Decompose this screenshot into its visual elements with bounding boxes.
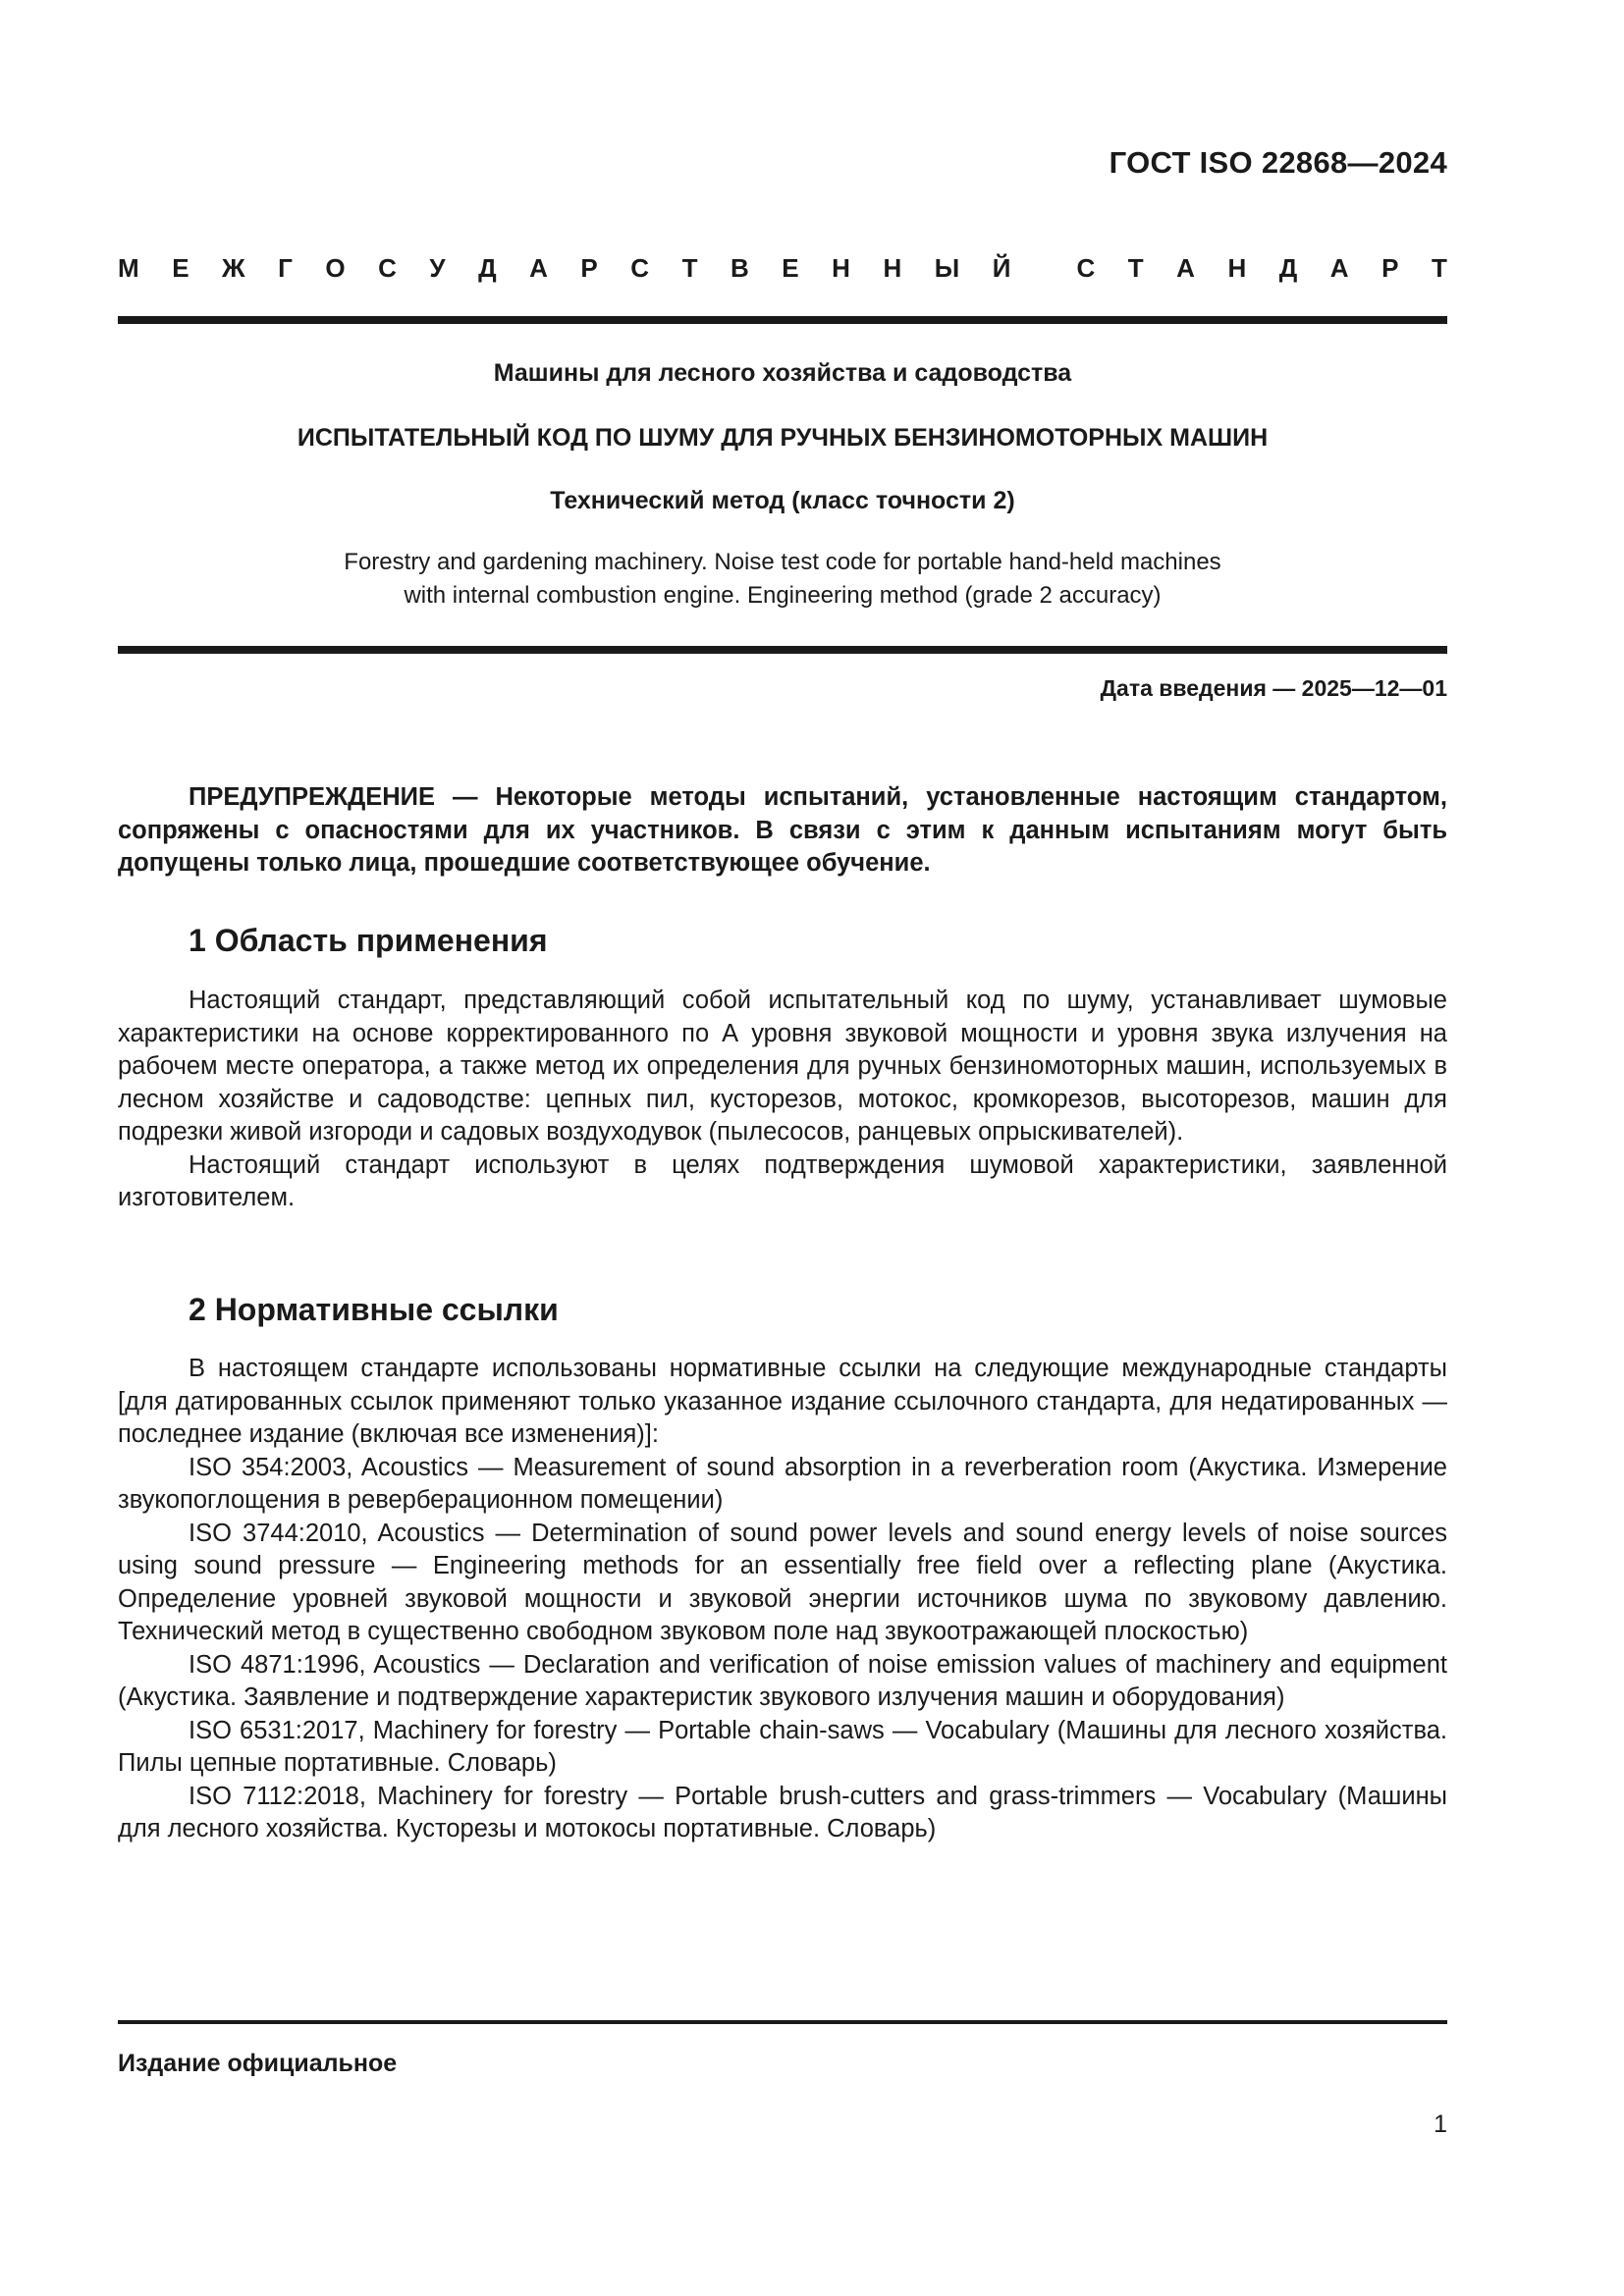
banner-letter: Ж (222, 253, 245, 283)
standard-banner (118, 253, 1447, 284)
banner-letter: С (630, 253, 650, 283)
banner-letter: А (1329, 253, 1349, 283)
title-rule (118, 646, 1447, 654)
banner-letter: Т (1431, 253, 1447, 283)
title-line-2: ИСПЫТАТЕЛЬНЫЙ КОД ПО ШУМУ ДЛЯ РУЧНЫХ БЕНЗИНОМОТОРНЫХ МАШИН (297, 424, 1269, 452)
banner-letter: Р (580, 253, 598, 283)
section-2-body (118, 1353, 1447, 1846)
banner-letter: Р (1381, 253, 1399, 283)
banner-letter: А (529, 253, 548, 283)
banner-letter: Н (832, 253, 850, 283)
banner-letter: Т (1127, 253, 1144, 283)
banner-letter: Д (478, 253, 497, 283)
section-1-paragraph-2: Настоящий стандарт используют в целях подтверждения шумовой характеристики, заявленной изготовителем. (118, 1150, 1447, 1211)
page-number: 1 (1434, 2110, 1447, 2138)
banner-letter: Й (992, 253, 1011, 283)
section-1-body (118, 985, 1447, 1215)
banner-letter: Е (782, 253, 799, 283)
banner-letter: Г (278, 253, 293, 283)
banner-letter: Ы (934, 253, 960, 283)
section-1-heading: 1 Область применения (189, 923, 548, 958)
footer-rule (118, 2020, 1447, 2024)
banner-letter: О (325, 253, 346, 283)
reference-item: ISO 354:2003, Acoustics — Measurement of sound absorption in a reverberation room (Акустика. Измерение звукопоглощения в реверберационном помещении) (118, 1453, 1447, 1514)
english-title-line-1: Forestry and gardening machinery. Noise test code for portable hand-held machines (344, 549, 1221, 575)
title-line-3: Технический метод (класс точности 2) (550, 487, 1015, 514)
banner-letter: С (1076, 253, 1096, 283)
banner-letter: А (1176, 253, 1195, 283)
reference-item: ISO 7112:2018, Machinery for forestry — Portable brush-cutters and grass-trimmers — Vocabulary (Машины для лесного хозяйства. Кусторезы и мотокосы портативные. Словарь) (118, 1782, 1447, 1842)
banner-letter: Н (1227, 253, 1247, 283)
reference-item: ISO 3744:2010, Acoustics — Determination of sound power levels and sound energy levels of noise sources using sound pressure — Engineering methods for an essentially free field over a reflecting plane (Акустика. Определение уровней звуковой мощности и звуковой энергии источников шума по звуковому давлению. Технический метод в существенно свободном звуковом поле над звукоотражающей плоскостью) (118, 1519, 1447, 1645)
reference-item: ISO 4871:1996, Acoustics — Declaration and verification of noise emission values of machinery and equipment (Акустика. Заявление и подтверждение характеристик звукового излучения машин и оборудования) (118, 1650, 1447, 1711)
introduction-date: Дата введения — 2025—12—01 (1100, 675, 1447, 701)
banner-letter: М (118, 253, 139, 283)
reference-item: ISO 6531:2017, Machinery for forestry — Portable chain-saws — Vocabulary (Машины для лесного хозяйства. Пилы цепные портативные. Словарь) (118, 1716, 1447, 1777)
warning-text: ПРЕДУПРЕЖДЕНИЕ — Некоторые методы испытаний, установленные настоящим стандартом, сопряжены с опасностями для их участников. В связи с этим к данным испытаниям могут быть допущены только лица, прошедшие соответствующее обучение. (118, 783, 1447, 877)
banner-letter: С (378, 253, 397, 283)
header-rule (118, 316, 1447, 324)
section-2-heading: 2 Нормативные ссылки (189, 1292, 559, 1327)
banner-letter: У (429, 253, 446, 283)
banner-letter: Т (681, 253, 698, 283)
document-code: ГОСТ ISO 22868—2024 (1109, 145, 1447, 180)
title-line-1: Машины для лесного хозяйства и садоводства (493, 359, 1072, 387)
section-2-paragraph-1: В настоящем стандарте использованы нормативные ссылки на следующие международные стандарты [для датированных ссылок применяют только указанное издание ссылочного стандарта, для недатированных — последнее издание (включая все изменения)]: (118, 1355, 1447, 1448)
warning-paragraph (118, 781, 1447, 881)
banner-letter: Н (883, 253, 902, 283)
section-1-paragraph-1: Настоящий стандарт, представляющий собой испытательный код по шуму, устанавливает шумовые характеристики на основе корректированного по А уровня звуковой мощности и уровня звука излучения на рабочем месте оператора, а также метод их определения для ручных бензиномоторных машин, используемых в лесном хозяйстве и садоводстве: цепных пил, кусторезов, мотокос, кромкорезов, высоторезов, машин для подрезки живой изгороди и садовых воздуходувок (пылесосов, ранцевых опрыскивателей). (118, 987, 1447, 1146)
banner-letter: Е (172, 253, 189, 283)
banner-letter: В (730, 253, 749, 283)
banner-letter: Д (1278, 253, 1298, 283)
english-title-line-2: with internal combustion engine. Engineering method (grade 2 accuracy) (404, 582, 1162, 609)
official-edition-label: Издание официальное (118, 2050, 398, 2077)
